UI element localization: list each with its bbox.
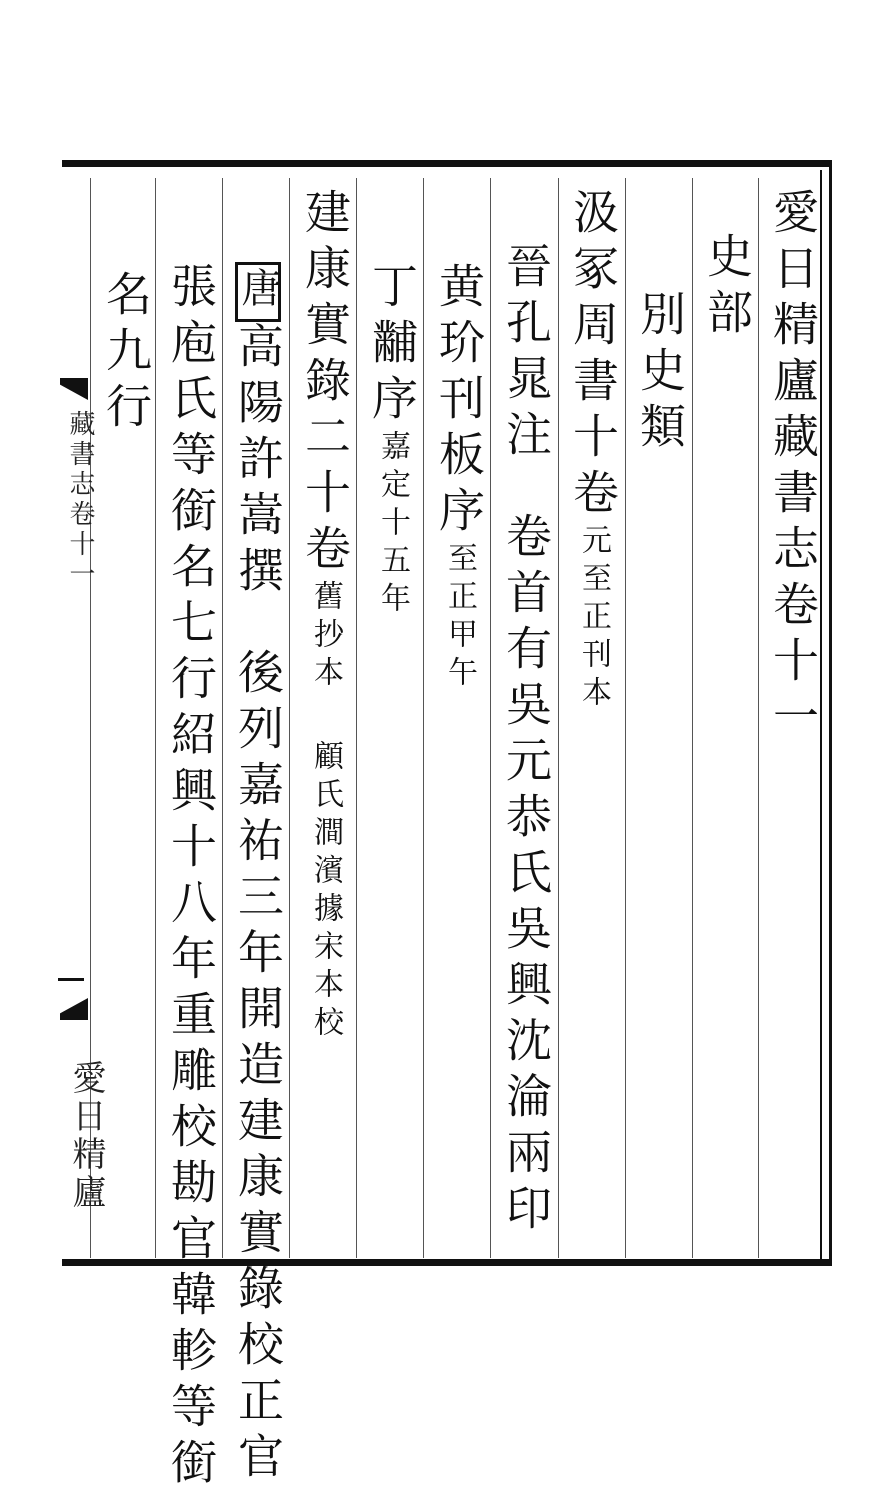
fold-mark — [58, 978, 84, 981]
column-rule — [692, 178, 693, 1258]
entry-title: 汲冢周書十卷 — [566, 188, 620, 524]
entry2-author-column — [231, 262, 285, 1488]
entry-preface-column — [432, 262, 486, 694]
entry2-continued-column: 張庖氏等銜名七行紹興十八年重雕校勘官韓軫等銜 — [164, 262, 218, 1494]
entry2-final-column: 名九行 — [99, 270, 153, 438]
entry-note: 卷首有吳元恭氏吳興沈淪兩印 — [499, 512, 553, 1240]
column-rule — [490, 178, 491, 1258]
column-rule — [558, 178, 559, 1258]
column-rule — [758, 178, 759, 1258]
column-rule — [625, 178, 626, 1258]
entry-annotator: 晉孔晁注 — [499, 242, 553, 466]
entry2-author: 高陽許嵩撰 — [231, 322, 285, 602]
entry2-title-column — [298, 188, 352, 1044]
entry2-postscript: 後列嘉祐三年開造建康實錄校正官 — [231, 648, 285, 1488]
entry2-title: 建康實錄二十卷 — [298, 188, 352, 580]
fold-text-upper: 藏書志卷十一 — [65, 410, 95, 590]
column-rule — [356, 178, 357, 1258]
entry-edition: 元至正刊本 — [576, 524, 611, 714]
entry-preface2-column — [365, 262, 419, 620]
entry2-edition: 舊抄本 — [308, 580, 343, 694]
section-heading: 史部 — [700, 232, 754, 344]
entry-preface2-date: 嘉定十五年 — [375, 430, 410, 620]
frame-inner-line — [820, 170, 822, 1260]
entry-preface2: 丁黼序 — [365, 262, 419, 430]
dynasty-seal: 唐 — [235, 262, 281, 322]
column-rule — [155, 178, 156, 1258]
category-heading: 別史類 — [633, 290, 687, 458]
column-rule — [222, 178, 223, 1258]
entry-annotator-column — [499, 242, 553, 1240]
column-rule — [289, 178, 290, 1258]
column-rule — [423, 178, 424, 1258]
fold-text-lower: 愛日精廬 — [66, 1060, 106, 1212]
page-title: 愛日精廬藏書志卷十一 — [766, 188, 820, 748]
entry2-collation-note: 顧氏澗濱據宋本校 — [308, 740, 343, 1044]
entry-title-column — [566, 188, 620, 714]
entry-preface: 黄玠刊板序 — [432, 262, 486, 542]
entry-preface-date: 至正甲午 — [442, 542, 477, 694]
